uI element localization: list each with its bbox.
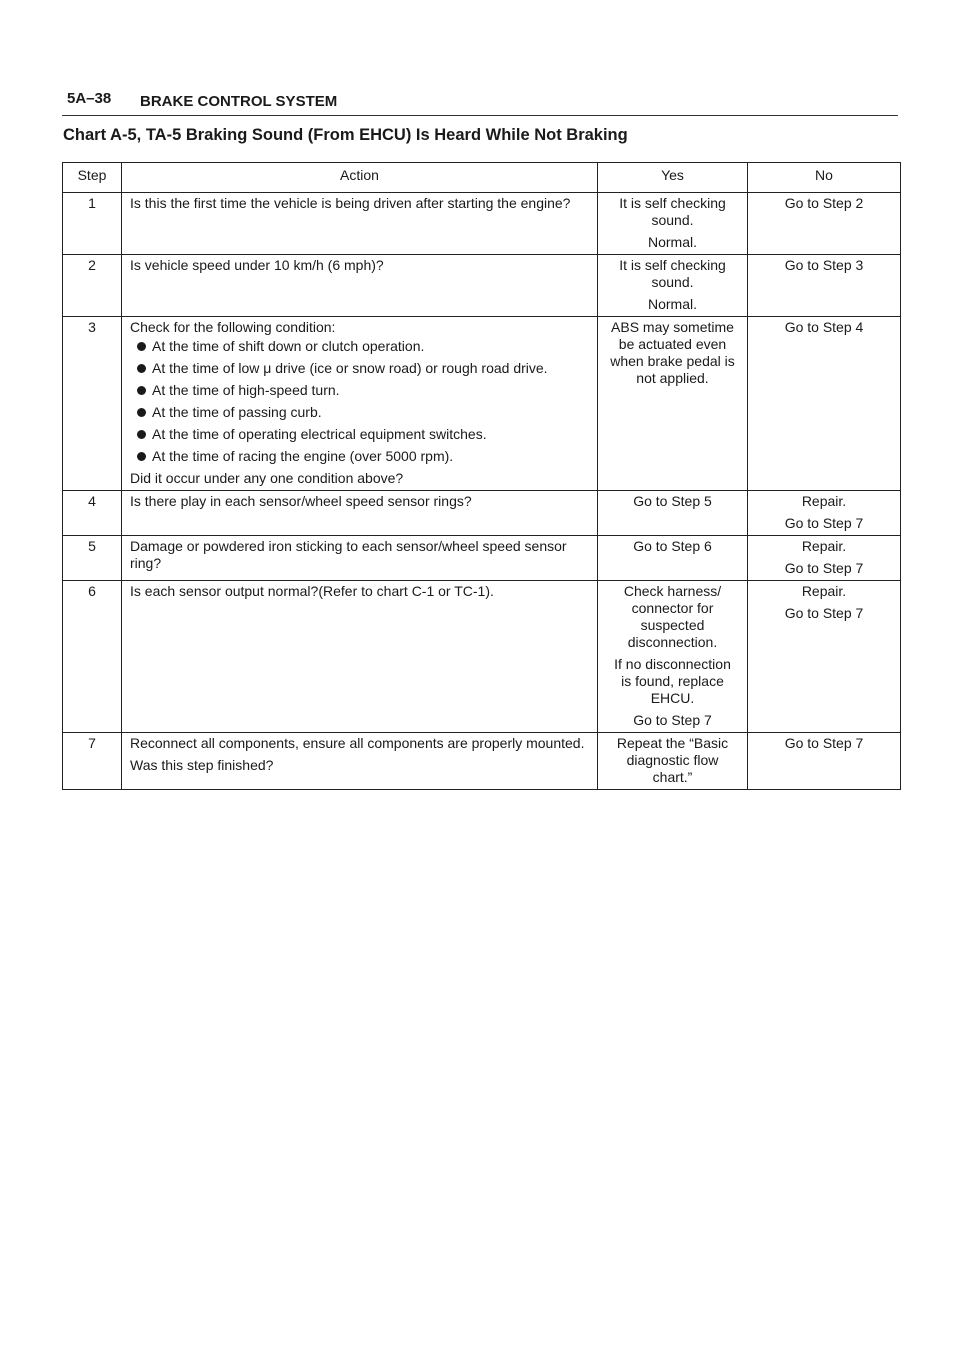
yes-result-cell xyxy=(598,536,748,581)
yes-result-text: Repeat the “Basic diagnostic flow chart.” xyxy=(616,735,729,785)
action-text: Is vehicle speed under 10 km/h (6 mph)? xyxy=(130,257,384,273)
action-cell xyxy=(122,733,598,790)
action-text: Check for the following condition: xyxy=(130,319,336,335)
no-result-text: Repair. xyxy=(801,583,847,599)
step-number: 5 xyxy=(63,536,122,581)
table-row xyxy=(63,491,901,536)
step-number: 4 xyxy=(63,491,122,536)
no-result-text: Go to Step 4 xyxy=(784,319,864,335)
step-number: 3 xyxy=(63,317,122,491)
no-result-text: Repair. xyxy=(801,493,847,509)
no-result-text: Go to Step 7 xyxy=(784,735,864,751)
condition-item: At the time of low μ drive (ice or snow road) or rough road drive. xyxy=(137,360,589,377)
table-body xyxy=(63,193,901,790)
action-cell xyxy=(122,536,598,581)
yes-result-cell xyxy=(598,255,748,317)
no-result-cell xyxy=(748,491,901,536)
condition-item: At the time of passing curb. xyxy=(137,404,589,421)
no-result-cell xyxy=(748,317,901,491)
action-cell xyxy=(122,317,598,491)
step-number: 1 xyxy=(63,193,122,255)
no-result-cell xyxy=(748,733,901,790)
yes-result-text: Go to Step 5 xyxy=(633,493,712,509)
table-row xyxy=(63,733,901,790)
yes-result-text: Go to Step 7 xyxy=(633,712,712,728)
action-text: Is each sensor output normal?(Refer to chart C-1 or TC-1). xyxy=(130,583,494,599)
yes-result-text: Normal. xyxy=(647,296,697,312)
table-row xyxy=(63,193,901,255)
action-cell xyxy=(122,255,598,317)
no-result-cell xyxy=(748,581,901,733)
yes-result-cell xyxy=(598,491,748,536)
step-number: 6 xyxy=(63,581,122,733)
condition-list xyxy=(130,338,589,465)
action-question: Did it occur under any one condition above? xyxy=(130,470,404,486)
yes-result-cell xyxy=(598,193,748,255)
yes-result-text: If no disconnection is found, replace EHCU. xyxy=(614,656,731,706)
no-result-text: Go to Step 3 xyxy=(784,257,864,273)
no-result-cell xyxy=(748,536,901,581)
no-result-text: Go to Step 2 xyxy=(784,195,864,211)
yes-result-text: ABS may sometime be actuated even when brake pedal is not applied. xyxy=(610,319,735,386)
diagnostic-table xyxy=(62,162,901,790)
no-result-text: Go to Step 7 xyxy=(784,560,864,576)
yes-result-text: Go to Step 6 xyxy=(633,538,712,554)
header-divider xyxy=(62,115,898,116)
step-number: 2 xyxy=(63,255,122,317)
yes-result-cell xyxy=(598,733,748,790)
no-result-cell xyxy=(748,193,901,255)
table-row xyxy=(63,317,901,491)
table-row xyxy=(63,255,901,317)
column-header-yes: Yes xyxy=(598,163,748,193)
table-row xyxy=(63,581,901,733)
condition-item: At the time of shift down or clutch operation. xyxy=(137,338,589,355)
no-result-cell xyxy=(748,255,901,317)
column-header-action: Action xyxy=(122,163,598,193)
condition-item: At the time of high-speed turn. xyxy=(137,382,589,399)
table-row xyxy=(63,536,901,581)
action-cell xyxy=(122,581,598,733)
page-number: 5A–38 xyxy=(67,90,112,107)
action-cell xyxy=(122,491,598,536)
section-title: BRAKE CONTROL SYSTEM xyxy=(140,93,338,110)
action-text: Damage or powdered iron sticking to each sensor/wheel speed sensor ring? xyxy=(130,538,567,571)
action-cell xyxy=(122,193,598,255)
yes-result-cell xyxy=(598,317,748,491)
column-header-step: Step xyxy=(63,163,122,193)
yes-result-text: Normal. xyxy=(647,234,697,250)
step-number: 7 xyxy=(63,733,122,790)
condition-item: At the time of racing the engine (over 5000 rpm). xyxy=(137,448,589,465)
yes-result-text: It is self checking sound. xyxy=(619,257,726,290)
yes-result-text: It is self checking sound. xyxy=(619,195,726,228)
column-header-no: No xyxy=(748,163,901,193)
action-text: Reconnect all components, ensure all components are properly mounted. xyxy=(130,735,585,751)
action-text: Was this step finished? xyxy=(130,757,274,773)
chart-title: Chart A-5, TA-5 Braking Sound (From EHCU) Is Heard While Not Braking xyxy=(63,126,628,144)
table-header-row xyxy=(63,163,901,193)
no-result-text: Go to Step 7 xyxy=(784,605,864,621)
condition-item: At the time of operating electrical equipment switches. xyxy=(137,426,589,443)
action-text: Is this the first time the vehicle is being driven after starting the engine? xyxy=(130,195,571,211)
yes-result-text: Check harness/ connector for suspected disconnection. xyxy=(623,583,722,650)
no-result-text: Repair. xyxy=(801,538,847,554)
yes-result-cell xyxy=(598,581,748,733)
action-text: Is there play in each sensor/wheel speed sensor rings? xyxy=(130,493,472,509)
no-result-text: Go to Step 7 xyxy=(784,515,864,531)
